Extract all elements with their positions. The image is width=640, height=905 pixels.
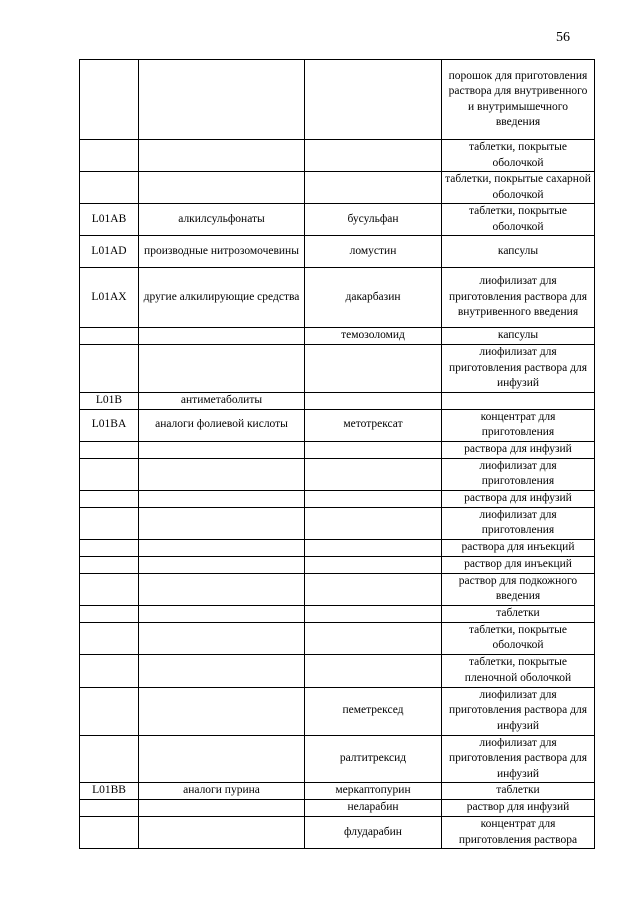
dosage-form-cell: раствор для подкожного введения: [442, 573, 595, 605]
atc-code-cell: L01AX: [80, 268, 139, 328]
table-row: [80, 556, 595, 573]
dosage-form-cell: раствор для инфузий: [442, 800, 595, 817]
atc-code-cell: [80, 458, 139, 490]
inn-cell: дакарбазин: [305, 268, 442, 328]
group-name-cell: [139, 458, 305, 490]
table-row: [80, 817, 595, 849]
group-name-cell: [139, 800, 305, 817]
table-row: [80, 490, 595, 507]
inn-cell: [305, 556, 442, 573]
dosage-form-cell: таблетки, покрытые оболочкой: [442, 622, 595, 654]
dosage-form-cell: лиофилизат для приготовления раствора для инфузий: [442, 687, 595, 735]
group-name-cell: [139, 687, 305, 735]
group-name-cell: другие алкилирующие средства: [139, 268, 305, 328]
inn-cell: ломустин: [305, 236, 442, 268]
atc-code-cell: L01AD: [80, 236, 139, 268]
dosage-form-cell: [442, 392, 595, 409]
group-name-cell: антиметаболиты: [139, 392, 305, 409]
atc-code-cell: [80, 345, 139, 393]
group-name-cell: алкилсульфонаты: [139, 204, 305, 236]
inn-cell: темозоломид: [305, 328, 442, 345]
atc-code-cell: [80, 556, 139, 573]
table-row: [80, 345, 595, 393]
dosage-form-cell: раствор для инъекций: [442, 556, 595, 573]
atc-code-cell: [80, 172, 139, 204]
table-row: [80, 573, 595, 605]
inn-cell: [305, 392, 442, 409]
group-name-cell: [139, 817, 305, 849]
group-name-cell: [139, 507, 305, 539]
inn-cell: [305, 654, 442, 687]
dosage-form-cell: лиофилизат для приготовления: [442, 507, 595, 539]
dosage-form-cell: лиофилизат для приготовления раствора для инфузий: [442, 345, 595, 393]
dosage-form-cell: концентрат для приготовления раствора: [442, 817, 595, 849]
table-row: [80, 441, 595, 458]
group-name-cell: производные нитрозомочевины: [139, 236, 305, 268]
inn-cell: [305, 458, 442, 490]
group-name-cell: [139, 539, 305, 556]
inn-cell: [305, 441, 442, 458]
table-row: [80, 605, 595, 622]
drug-table-body: [80, 60, 595, 849]
atc-code-cell: [80, 735, 139, 783]
drug-table: [79, 59, 595, 849]
group-name-cell: [139, 345, 305, 393]
group-name-cell: аналоги фолиевой кислоты: [139, 409, 305, 441]
group-name-cell: [139, 605, 305, 622]
table-row: [80, 458, 595, 490]
inn-cell: флударабин: [305, 817, 442, 849]
atc-code-cell: [80, 573, 139, 605]
group-name-cell: [139, 654, 305, 687]
atc-code-cell: [80, 140, 139, 172]
inn-cell: [305, 140, 442, 172]
atc-code-cell: [80, 654, 139, 687]
table-row: [80, 236, 595, 268]
dosage-form-cell: таблетки: [442, 783, 595, 800]
dosage-form-cell: таблетки, покрытые оболочкой: [442, 204, 595, 236]
group-name-cell: [139, 735, 305, 783]
inn-cell: [305, 539, 442, 556]
table-row: [80, 507, 595, 539]
inn-cell: бусульфан: [305, 204, 442, 236]
atc-code-cell: [80, 328, 139, 345]
atc-code-cell: [80, 507, 139, 539]
atc-code-cell: L01AB: [80, 204, 139, 236]
dosage-form-cell: порошок для приготовления раствора для внутривенного и внутримышечного введения: [442, 60, 595, 140]
table-row: [80, 140, 595, 172]
inn-cell: [305, 507, 442, 539]
table-row: [80, 392, 595, 409]
inn-cell: [305, 60, 442, 140]
table-row: [80, 60, 595, 140]
table-row: [80, 783, 595, 800]
inn-cell: метотрексат: [305, 409, 442, 441]
dosage-form-cell: таблетки, покрытые оболочкой: [442, 140, 595, 172]
dosage-form-cell: лиофилизат для приготовления раствора для инфузий: [442, 735, 595, 783]
atc-code-cell: [80, 622, 139, 654]
table-row: [80, 172, 595, 204]
dosage-form-cell: раствора для инфузий: [442, 441, 595, 458]
table-row: [80, 622, 595, 654]
atc-code-cell: [80, 817, 139, 849]
dosage-form-cell: капсулы: [442, 328, 595, 345]
inn-cell: меркаптопурин: [305, 783, 442, 800]
dosage-form-cell: таблетки: [442, 605, 595, 622]
table-row: [80, 800, 595, 817]
group-name-cell: [139, 60, 305, 140]
dosage-form-cell: концентрат для приготовления: [442, 409, 595, 441]
dosage-form-cell: таблетки, покрытые пленочной оболочкой: [442, 654, 595, 687]
dosage-form-cell: капсулы: [442, 236, 595, 268]
atc-code-cell: [80, 539, 139, 556]
dosage-form-cell: таблетки, покрытые сахарной оболочкой: [442, 172, 595, 204]
inn-cell: [305, 172, 442, 204]
inn-cell: [305, 490, 442, 507]
group-name-cell: аналоги пурина: [139, 783, 305, 800]
atc-code-cell: [80, 800, 139, 817]
atc-code-cell: [80, 490, 139, 507]
inn-cell: [305, 605, 442, 622]
inn-cell: [305, 573, 442, 605]
atc-code-cell: [80, 441, 139, 458]
dosage-form-cell: лиофилизат для приготовления раствора для внутривенного введения: [442, 268, 595, 328]
table-row: [80, 687, 595, 735]
group-name-cell: [139, 328, 305, 345]
atc-code-cell: [80, 605, 139, 622]
inn-cell: ралтитрексид: [305, 735, 442, 783]
inn-cell: [305, 345, 442, 393]
group-name-cell: [139, 490, 305, 507]
table-row: [80, 328, 595, 345]
group-name-cell: [139, 556, 305, 573]
group-name-cell: [139, 172, 305, 204]
dosage-form-cell: раствора для инфузий: [442, 490, 595, 507]
inn-cell: [305, 622, 442, 654]
table-row: [80, 654, 595, 687]
table-row: [80, 409, 595, 441]
atc-code-cell: [80, 687, 139, 735]
atc-code-cell: L01BB: [80, 783, 139, 800]
table-row: [80, 204, 595, 236]
table-row: [80, 735, 595, 783]
group-name-cell: [139, 140, 305, 172]
group-name-cell: [139, 573, 305, 605]
dosage-form-cell: раствора для инъекций: [442, 539, 595, 556]
inn-cell: пеметрексед: [305, 687, 442, 735]
table-row: [80, 268, 595, 328]
atc-code-cell: L01B: [80, 392, 139, 409]
page-number: 56: [556, 30, 570, 45]
inn-cell: неларабин: [305, 800, 442, 817]
dosage-form-cell: лиофилизат для приготовления: [442, 458, 595, 490]
atc-code-cell: L01BA: [80, 409, 139, 441]
group-name-cell: [139, 441, 305, 458]
atc-code-cell: [80, 60, 139, 140]
table-row: [80, 539, 595, 556]
group-name-cell: [139, 622, 305, 654]
